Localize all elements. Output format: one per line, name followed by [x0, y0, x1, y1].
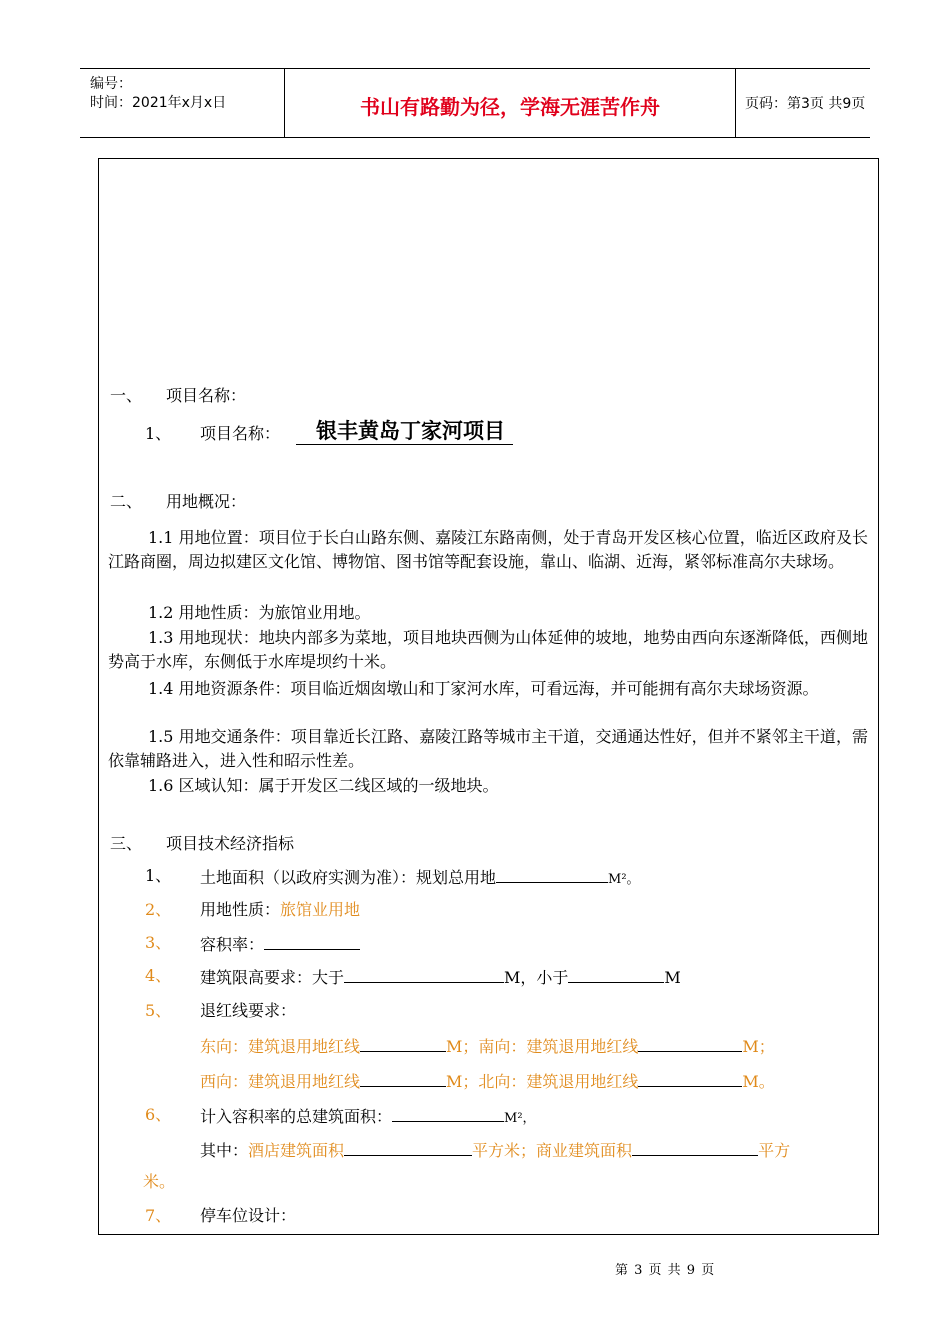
- land-area-unit: M²。: [608, 872, 640, 887]
- section3-num: 三、: [110, 834, 143, 853]
- height-limit-end: M: [664, 968, 681, 987]
- header-motto-cell: [285, 69, 736, 137]
- total-gfa-unit: M²，: [504, 1111, 536, 1126]
- land-resources: 1.4 用地资源条件：项目临近烟囱墩山和丁家河水库，可看远海，并可能拥有高尔夫球场资源。: [148, 679, 819, 698]
- commercial-gfa-unit-cont: 米。: [143, 1172, 176, 1191]
- item7-num: 7、: [145, 1206, 172, 1225]
- item2-num: 2、: [145, 900, 172, 919]
- item1-num: 1、: [145, 866, 172, 885]
- setback-row-2: [200, 1070, 775, 1092]
- setback-south: 南向：建筑退用地红线: [478, 1037, 639, 1056]
- hotel-gfa-label: 酒店建筑面积: [248, 1141, 345, 1160]
- item4-num: 4、: [145, 966, 172, 985]
- gfa-breakdown-row: [200, 1139, 790, 1161]
- height-min-blank: [344, 966, 504, 983]
- land-status: 1.3 用地现状：地块内部多为菜地，项目地块西侧为山体延伸的坡地，地势由西向东逐渐降低，西侧地势高于水库，东侧低于水库堤坝约十米。: [108, 628, 868, 671]
- header-meta: [80, 69, 285, 137]
- setback-north-blank: [638, 1070, 742, 1087]
- setback-east: 东向：建筑退用地红线: [200, 1037, 361, 1056]
- land-area-blank: [496, 866, 608, 883]
- hotel-gfa-unit: 平方米；: [472, 1141, 537, 1160]
- area-cognition: 1.6 区域认知：属于开发区二线区域的一级地块。: [148, 776, 499, 795]
- project-name: 银丰黄岛丁家河项目: [296, 418, 513, 445]
- section1-item-label: 项目名称：: [200, 424, 281, 443]
- section1-item-num: 1、: [145, 424, 172, 443]
- setback-west-blank: [360, 1070, 446, 1087]
- setback-west-unit: M；: [446, 1072, 479, 1091]
- setback-north-unit: M。: [742, 1072, 775, 1091]
- setback-west: 西向：建筑退用地红线: [200, 1072, 361, 1091]
- height-limit-label: 建筑限高要求：大于: [200, 968, 345, 987]
- setback-north: 北向：建筑退用地红线: [478, 1072, 639, 1091]
- page-info: 页码：第3页 共9页: [745, 96, 866, 112]
- far-row: [200, 933, 360, 955]
- commercial-gfa-unit: 平方: [758, 1141, 791, 1160]
- time-label: 时间：2021年x月x日: [90, 95, 227, 111]
- setback-east-unit: M；: [446, 1037, 479, 1056]
- page-header: [80, 68, 870, 138]
- land-use-value: 旅馆业用地: [280, 900, 361, 919]
- item3-num: 3、: [145, 933, 172, 952]
- land-nature: 1.2 用地性质：为旅馆业用地。: [148, 603, 371, 622]
- total-gfa-blank: [392, 1105, 504, 1122]
- far-label: 容积率：: [200, 935, 265, 954]
- section1-heading: 项目名称：: [166, 386, 247, 405]
- page-footer: 第 3 页 共 9 页: [615, 1263, 716, 1278]
- parking-label: 停车位设计：: [200, 1206, 297, 1225]
- gfa-breakdown-label: 其中：: [200, 1141, 249, 1160]
- land-area-row: [200, 866, 640, 890]
- item6-num: 6、: [145, 1105, 172, 1124]
- section2-num: 二、: [110, 492, 143, 511]
- total-gfa-row: [200, 1105, 536, 1129]
- setback-east-blank: [360, 1035, 446, 1052]
- hotel-gfa-blank: [344, 1139, 472, 1156]
- total-gfa-label: 计入容积率的总建筑面积：: [200, 1107, 393, 1126]
- setback-label: 退红线要求：: [200, 1001, 297, 1020]
- setback-row-1: [200, 1035, 775, 1057]
- height-max-blank: [568, 966, 664, 983]
- height-limit-row: [200, 966, 681, 988]
- section1-num: 一、: [110, 386, 143, 405]
- commercial-gfa-label: 商业建筑面积: [536, 1141, 633, 1160]
- section3-heading: 项目技术经济指标: [166, 834, 295, 853]
- land-use-label: 用地性质：: [200, 900, 281, 919]
- land-traffic: 1.5 用地交通条件：项目靠近长江路、嘉陵江路等城市主干道，交通通达性好，但并不紧邻主干道，需依靠辅路进入，进入性和昭示性差。: [108, 727, 868, 770]
- commercial-gfa-blank: [632, 1139, 758, 1156]
- section2-heading: 用地概况：: [166, 492, 247, 511]
- setback-south-unit: M；: [742, 1037, 775, 1056]
- number-label: 编号：: [90, 76, 132, 92]
- land-use-row: [200, 900, 360, 920]
- land-area-label: 土地面积（以政府实测为准）：规划总用地: [200, 868, 497, 887]
- land-location: 1.1 用地位置：项目位于长白山路东侧、嘉陵江东路南侧，处于青岛开发区核心位置，临近区政府及长江路商圈，周边拟建区文化馆、博物馆、图书馆等配套设施，靠山、临湖、近海，紧邻标准高尔夫球场。: [108, 528, 868, 571]
- motto: 书山有路勤为径，学海无涯苦作舟: [360, 95, 660, 119]
- height-limit-mid: M，小于: [504, 968, 569, 987]
- item5-num: 5、: [145, 1001, 172, 1020]
- far-blank: [264, 933, 360, 950]
- setback-south-blank: [638, 1035, 742, 1052]
